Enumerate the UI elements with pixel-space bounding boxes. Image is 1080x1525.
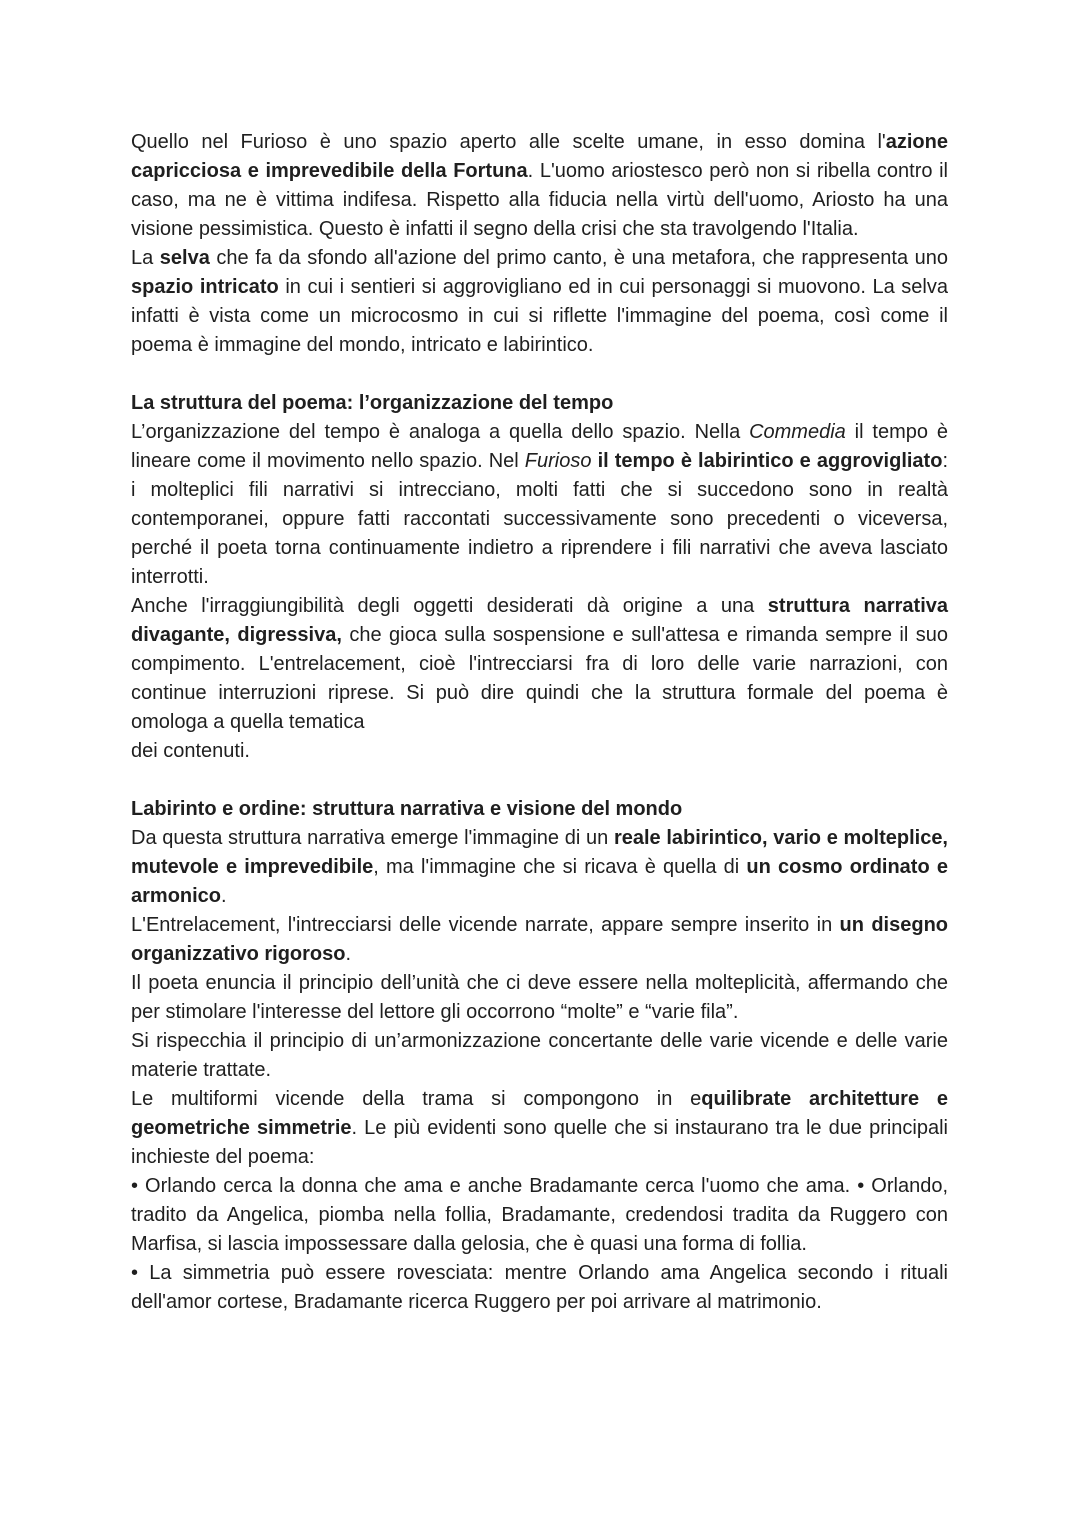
paragraph-simmetrie: Le multiformi vicende della trama si compongono in equilibrate architetture e geometriche simmetrie. Le più evidenti sono quelle che si instaurano tra le due principali inchieste del poema:	[131, 1088, 948, 1168]
paragraph-reale-labirintico: Da questa struttura narrativa emerge l'immagine di un reale labirintico, vario e molteplice, mutevole e imprevedibile, ma l'immagine che si ricava è quella di un cosmo ordinato e armonico.	[131, 827, 948, 907]
paragraph-unita: Il poeta enuncia il principio dell’unità che ci deve essere nella molteplicità, affermando che per stimolare l'interesse del lettore gli occorrono “molte” e “varie fila”.	[131, 972, 948, 1023]
document-page	[131, 128, 948, 1317]
bullet-orlando-bradamante: • Orlando cerca la donna che ama e anche Bradamante cerca l'uomo che ama. • Orlando, tradito da Angelica, piomba nella follia, Bradamante, credendosi tradita da Ruggero con Marfisa, si lascia impossessare dalla gelosia, che è quasi una forma di follia.	[131, 1175, 948, 1255]
heading-labirinto: Labirinto e ordine: struttura narrativa e visione del mondo	[131, 798, 683, 820]
heading-tempo: La struttura del poema: l’organizzazione del tempo	[131, 392, 614, 414]
paragraph-selva: La selva che fa da sfondo all'azione del primo canto, è una metafora, che rappresenta uno spazio intricato in cui i sentieri si aggrovigliano ed in cui personaggi si muovono. La selva infatti è vista come un microcosmo in cui si riflette l'immagine del poema, così come il poema è immagine del mondo, intricato e labirintico.	[131, 247, 948, 356]
paragraph-fortuna: Quello nel Furioso è uno spazio aperto alle scelte umane, in esso domina l'azione capricciosa e imprevedibile della Fortuna. L'uomo ariostesco però non si ribella contro il caso, ma ne è vittima indifesa. Rispetto alla fiducia nella virtù dell'uomo, Ariosto ha una visione pessimistica. Questo è infatti il segno della crisi che sta travolgendo l'Italia.	[131, 131, 948, 240]
paragraph-contenuti: dei contenuti.	[131, 740, 250, 762]
paragraph-struttura-divagante: Anche l'irraggiungibilità degli oggetti desiderati dà origine a una struttura narrativa divagante, digressiva, che gioca sulla sospensione e sull'attesa e rimanda sempre il suo compimento. L'entrelacement, cioè l'intrecciarsi fra di loro delle varie narrazioni, con continue interruzioni riprese. Si può dire quindi che la struttura formale del poema è omologa a quella tematica	[131, 595, 948, 733]
paragraph-tempo: L’organizzazione del tempo è analoga a quella dello spazio. Nella Commedia il tempo è lineare come il movimento nello spazio. Nel Furioso il tempo è labirintico e aggrovigliato: i molteplici fili narrativi si intrecciano, molti fatti che si succedono sono in realtà contemporanei, oppure fatti raccontati successivamente sono precedenti o viceversa, perché il poeta torna continuamente indietro a riprendere i fili narrativi che aveva lasciato interrotti.	[131, 421, 949, 588]
paragraph-armonizzazione: Si rispecchia il principio di un’armonizzazione concertante delle varie vicende e delle varie materie trattate.	[131, 1030, 948, 1081]
spacer	[131, 766, 948, 795]
spacer	[131, 360, 948, 389]
bullet-simmetria-rovesciata: • La simmetria può essere rovesciata: mentre Orlando ama Angelica secondo i rituali dell'amor cortese, Bradamante ricerca Ruggero per poi arrivare al matrimonio.	[131, 1262, 948, 1313]
paragraph-entrelacement: L'Entrelacement, l'intrecciarsi delle vicende narrate, appare sempre inserito in un disegno organizzativo rigoroso.	[131, 914, 948, 965]
